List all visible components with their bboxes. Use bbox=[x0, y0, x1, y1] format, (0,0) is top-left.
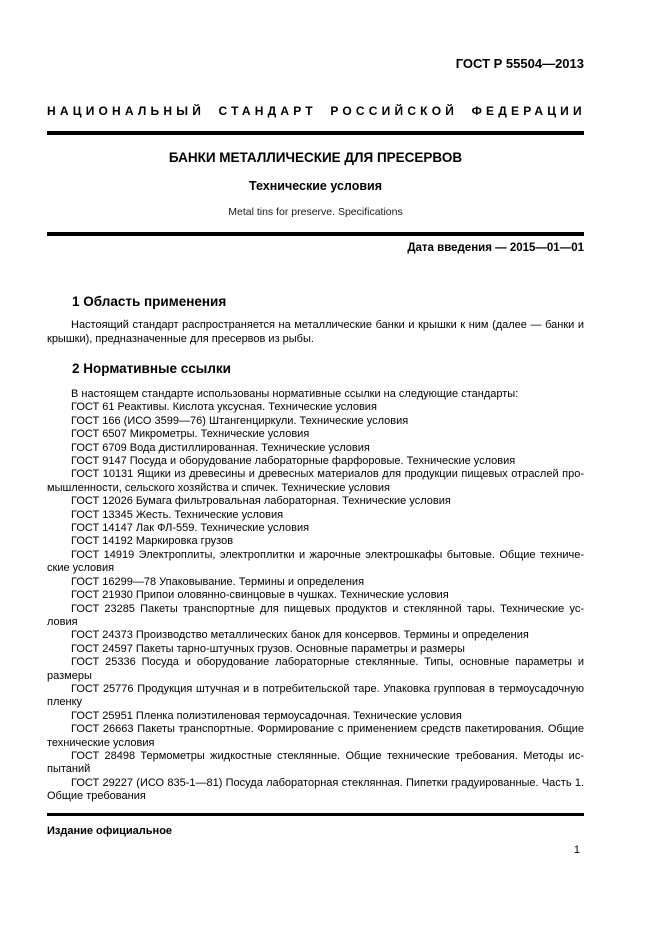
reference-item: ГОСТ 12026 Бумага фильтровальная лабораторная. Технические условия bbox=[71, 495, 451, 508]
reference-item: ГОСТ 25336 Посуда и оборудование лабораторные стеклянные. Типы, основные параметры и размеры bbox=[47, 656, 584, 682]
section-2-intro: В настоящем стандарте использованы нормативные ссылки на следующие стандарты: bbox=[71, 388, 519, 400]
reference-item: ГОСТ 26663 Пакеты транспортные. Формирование с применением средств пакетирования. Общие технические условия bbox=[47, 723, 584, 749]
document-title-ru: БАНКИ МЕТАЛЛИЧЕСКИЕ ДЛЯ ПРЕСЕРВОВ bbox=[168, 150, 463, 165]
reference-item: ГОСТ 14919 Электроплиты, электроплитки и жарочные электрошкафы бытовые. Общие технические условия bbox=[47, 548, 584, 575]
document-title-en: Metal tins for preserve. Specifications bbox=[228, 206, 403, 218]
section-2-heading: 2 Нормативные ссылки bbox=[72, 361, 231, 376]
effective-date: Дата введения — 2015—01—01 bbox=[407, 242, 584, 254]
reference-item: ГОСТ 24373 Производство металлических банок для консервов. Термины и определения bbox=[71, 629, 529, 642]
normative-references-list bbox=[47, 401, 584, 803]
footer-rule bbox=[47, 813, 584, 816]
reference-item: ГОСТ 13345 Жесть. Технические условия bbox=[71, 508, 284, 521]
reference-item: ГОСТ 61 Реактивы. Кислота уксусная. Технические условия bbox=[71, 401, 377, 414]
page-number: 1 bbox=[573, 844, 580, 856]
reference-item: ГОСТ 166 (ИСО 3599—76) Штангенциркули. Технические условия bbox=[71, 414, 409, 427]
reference-item: ГОСТ 24597 Пакеты тарно-штучных грузов. Основные параметры и размеры bbox=[71, 642, 465, 655]
reference-item: ГОСТ 16299—78 Упаковывание. Термины и определения bbox=[71, 575, 365, 588]
edition-label: Издание официальное bbox=[47, 825, 173, 837]
document-body bbox=[47, 294, 584, 804]
document-subtitle-ru: Технические условия bbox=[248, 179, 382, 193]
reference-item: ГОСТ 29227 (ИСО 835-1—81) Посуда лабораторная стеклянная. Пипетки градуированные. Часть 1. Общие требования bbox=[47, 776, 584, 803]
reference-item: ГОСТ 14192 Маркировка грузов bbox=[71, 535, 234, 548]
reference-item: ГОСТ 14147 Лак ФЛ-559. Технические условия bbox=[71, 522, 310, 535]
standard-type-line: НАЦИОНАЛЬНЫЙ СТАНДАРТ РОССИЙСКОЙ ФЕДЕРАЦИИ bbox=[47, 104, 586, 118]
reference-item: ГОСТ 25951 Пленка полиэтиленовая термоусадочная. Технические условия bbox=[71, 709, 462, 722]
reference-item: ГОСТ 28498 Термометры жидкостные стеклянные. Общие технические требования. Методы испытаний bbox=[47, 749, 584, 776]
reference-item: ГОСТ 6507 Микрометры. Технические условия bbox=[71, 428, 310, 441]
header-rule bbox=[47, 131, 584, 135]
reference-item: ГОСТ 25776 Продукция штучная и в потребительской таре. Упаковка групповая в термоусадочную пленку bbox=[47, 682, 584, 709]
reference-item: ГОСТ 10131 Ящики из древесины и древесных материалов для продукции пищевых отраслей промышленности, сельского хозяйства и спичек. Технические условия bbox=[47, 468, 584, 494]
title-rule bbox=[47, 232, 584, 236]
reference-item: ГОСТ 23285 Пакеты транспортные для пищевых продуктов и стеклянной тары. Технические условия bbox=[47, 602, 584, 628]
page-header bbox=[47, 57, 584, 135]
page-footer bbox=[47, 813, 584, 856]
section-1-paragraph: Настоящий стандарт распространяется на металлические банки и крышки к ним (далее — банки и крышки), предназначенные для пресервов из рыбы. bbox=[47, 319, 584, 345]
reference-item: ГОСТ 21930 Припои оловянно-свинцовые в чушках. Технические условия bbox=[71, 589, 449, 602]
standard-number: ГОСТ Р 55504—2013 bbox=[455, 56, 584, 71]
reference-item: ГОСТ 6709 Вода дистиллированная. Технические условия bbox=[71, 441, 370, 454]
reference-item: ГОСТ 9147 Посуда и оборудование лабораторные фарфоровые. Технические условия bbox=[71, 455, 516, 468]
section-1-heading: 1 Область применения bbox=[72, 294, 227, 309]
document-page bbox=[47, 0, 584, 935]
title-block bbox=[47, 150, 584, 255]
